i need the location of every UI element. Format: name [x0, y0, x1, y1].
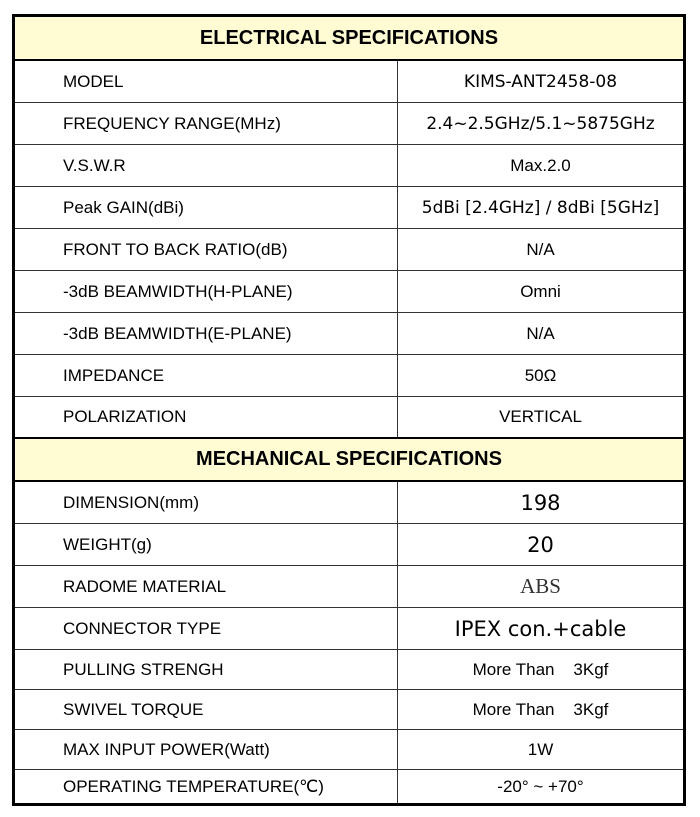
spec-row-peak-gain [15, 187, 683, 229]
spec-value: Max.2.0 [510, 155, 571, 175]
spec-value: VERTICAL [499, 407, 582, 426]
spec-label: SWIVEL TORQUE [15, 690, 398, 729]
spec-value: ABS [520, 574, 561, 598]
spec-label: Peak GAIN(dBi) [15, 187, 398, 228]
spec-value: N/A [526, 323, 555, 343]
electrical-specifications-header [15, 17, 683, 61]
spec-row-polarization [15, 397, 683, 437]
spec-row-model [15, 61, 683, 103]
spec-value: 2.4~2.5GHz/5.1~5875GHz [426, 113, 655, 134]
spec-row-swivel-torque [15, 690, 683, 730]
spec-row-radome-material [15, 566, 683, 608]
spec-value: N/A [526, 239, 555, 259]
spec-label: POLARIZATION [15, 397, 398, 437]
spec-label: MAX INPUT POWER(Watt) [15, 730, 398, 769]
spec-value: IPEX con.+cable [454, 616, 627, 641]
spec-label: FREQUENCY RANGE(MHz) [15, 103, 398, 144]
spec-label: DIMENSION(mm) [15, 482, 398, 523]
spec-label: V.S.W.R [15, 145, 398, 186]
spec-label: WEIGHT(g) [15, 524, 398, 565]
spec-value: More Than 3Kgf [472, 699, 609, 719]
spec-table [12, 14, 686, 806]
spec-label: MODEL [15, 61, 398, 102]
spec-label: PULLING STRENGH [15, 650, 398, 689]
spec-row-impedance [15, 355, 683, 397]
electrical-title: ELECTRICAL SPECIFICATIONS [199, 26, 499, 49]
spec-label: CONNECTOR TYPE [15, 608, 398, 649]
spec-row-beamwidth-h-plane [15, 271, 683, 313]
spec-label: RADOME MATERIAL [15, 566, 398, 607]
spec-row-vswr [15, 145, 683, 187]
spec-row-pulling-strength [15, 650, 683, 690]
spec-row-connector-type [15, 608, 683, 650]
spec-value: 50Ω [524, 365, 557, 385]
spec-row-front-to-back-ratio [15, 229, 683, 271]
spec-row-weight [15, 524, 683, 566]
spec-label: FRONT TO BACK RATIO(dB) [15, 229, 398, 270]
spec-value: Omni [520, 281, 561, 301]
spec-value: 198 [520, 490, 561, 515]
mechanical-specifications-header [15, 437, 683, 482]
spec-row-frequency-range [15, 103, 683, 145]
spec-label: -3dB BEAMWIDTH(E-PLANE) [15, 313, 398, 354]
spec-value: KIMS-ANT2458-08 [463, 71, 618, 92]
mechanical-title: MECHANICAL SPECIFICATIONS [196, 448, 502, 470]
spec-value: 1W [527, 739, 554, 759]
spec-row-operating-temperature [15, 770, 683, 803]
spec-row-beamwidth-e-plane [15, 313, 683, 355]
spec-label: OPERATING TEMPERATURE(℃) [15, 770, 398, 803]
spec-row-max-input-power [15, 730, 683, 770]
spec-row-dimension [15, 482, 683, 524]
spec-label: IMPEDANCE [15, 355, 398, 396]
spec-value: -20° ~ +70° [497, 776, 584, 796]
spec-value: 20 [527, 532, 554, 557]
spec-label: -3dB BEAMWIDTH(H-PLANE) [15, 271, 398, 312]
spec-value: More Than 3Kgf [472, 659, 609, 679]
spec-value: 5dBi [2.4GHz] / 8dBi [5GHz] [421, 197, 660, 218]
